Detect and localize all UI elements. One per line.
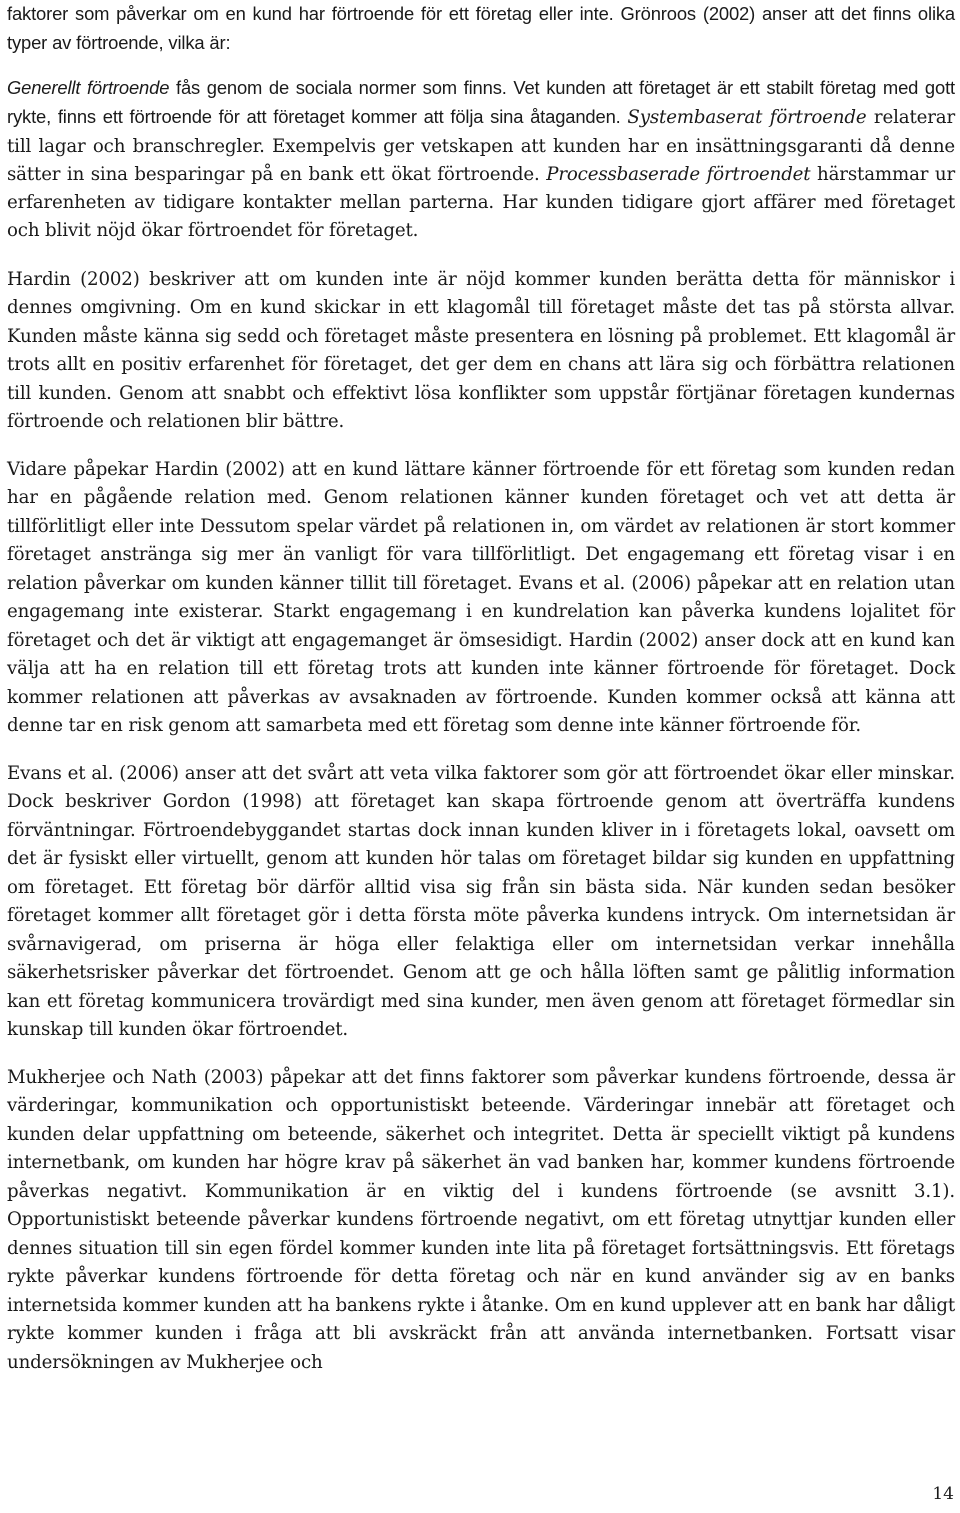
paragraph-intro <box>7 0 955 57</box>
paragraph-text: Hardin (2002) beskriver att om kunden inte är nöjd kommer kunden berätta detta för människor i dennes omgivning. Om en kund skickar in ett klagomål till företaget måste det tas på största allvar. Kunden måste känna sig sedd och företaget måste presentera en lösning på problemet. Ett klagomål är trots allt en positiv erfarenhet för företaget, det ger dem en chans att lära sig och förbättra relationen till kunden. Genom att snabbt och effektivt lösa konflikter som uppstår förtjänar företagen kundernas förtroende och relationen blir bättre. <box>7 268 955 433</box>
paragraph-text: faktorer som påverkar om en kund har förtroende för ett företag eller inte. Grönroos (2002) anser att det finns olika typer av förtroende, vilka är: <box>7 3 955 53</box>
paragraph-evans-trust <box>7 760 955 1045</box>
paragraph-hardin-complaints <box>7 266 955 437</box>
paragraph-hardin-relation <box>7 456 955 741</box>
term-processbaserade-fortroendet: Processbaserade förtroendet <box>546 163 811 185</box>
paragraph-text: Evans et al. (2006) anser att det svårt att veta vilka faktorer som gör att förtroendet ökar eller minskar. Dock beskriver Gordon (1998) att företaget kan skapa förtroende genom att överträffa kundens förväntningar. Förtroendebyggandet startas dock innan kunden kliver in i företagets lokal, oavsett om det är fysiskt eller virtuellt, genom att kunden hör talas om företaget bildar sig kunden en uppfattning om företaget. Ett företag bör därför alltid visa sig från sin bästa sida. När kunden sedan besöker företaget kommer allt företaget gör i detta första möte påverka kundens intryck. Om internetsidan är svårnavigerad, om priserna är höga eller felaktiga eller om internetsidan verkar innehålla säkerhetsrisker påverkar det förtroendet. Genom att ge och hålla löften samt ge pålitlig information kan ett företag kommunicera trovärdigt med sina kunder, men även genom att företaget förmedlar sin kunskap till kunden ökar förtroendet. <box>7 762 955 1041</box>
paragraph-mukherjee-nath <box>7 1064 955 1378</box>
document-page <box>7 0 955 1377</box>
paragraph-text: härstammar ur erfarenheten av tidigare kontakter mellan parterna. Har kunden tidigare gjort affärer med företaget och blivit nöjd ökar förtroendet för företaget. <box>7 163 955 242</box>
page-number: 14 <box>932 1484 954 1504</box>
paragraph-gap <box>7 437 955 456</box>
paragraph-text: Vidare påpekar Hardin (2002) att en kund lättare känner förtroende för ett företag som kunden redan har en pågående relation med. Genom relationen känner kunden företaget och vet att detta är tillförlitligt eller inte Dessutom spelar värdet på relationen in, om värdet av relationen är stort kommer företaget anstränga sig mer än vanligt för vara tillförlitligt. Det engagemang ett företag visar i en relation påverkar om kunden känner tillit till företaget. Evans et al. (2006) påpekar att en relation utan engagemang inte existerar. Starkt engagemang i en kundrelation kan påverka kundens lojalitet för företaget och det är viktigt att engagemanget är ömsesidigt. Hardin (2002) anser dock att en kund kan välja att ha en relation till ett företag trots att kunden inte känner förtroende för företaget. Dock kommer relationen att påverkas av avsaknaden av förtroende. Kunden kommer också att känna att denne tar en risk genom att samarbeta med ett företag som denne inte känner förtroende för. <box>7 458 955 737</box>
paragraph-text: fås genom de sociala normer som finns. Vet kunden att företaget är ett stabilt företag med gott rykte, finns ett förtroende för att företaget kommer att följa sina åtaganden. <box>7 77 955 128</box>
term-systembaserat-fortroende: Systembaserat förtroende <box>627 107 867 129</box>
paragraph-gap <box>7 741 955 760</box>
paragraph-gap <box>7 57 955 74</box>
paragraph-gap <box>7 246 955 266</box>
paragraph-text: relaterar till lagar och branschregler. Exempelvis ger vetskapen att kunden har en insättningsgaranti då denne sätter in sina besparingar på en bank ett ökat förtroende. <box>7 107 956 185</box>
paragraph-trust-types <box>7 74 955 246</box>
paragraph-text: Mukherjee och Nath (2003) påpekar att det finns faktorer som påverkar kundens förtroende, dessa är värderingar, kommunikation och opportunistiskt beteende. Värderingar innebär att företaget och kunden delar uppfattning om beteende, säkerhet och integritet. Detta är speciellt viktigt på kundens internetbank, om kunden har högre krav på säkerhet än vad banken har, kommer kundens förtroende påverkas negativt. Kommunikation är en viktig del i kundens förtroende (se avsnitt 3.1). Opportunistiskt beteende påverkar kundens förtroende negativt, om ett företag utnyttjar kunden eller dennes situation till sin egen fördel kommer kunden inte lita på företaget fortsättningsvis. Ett företags rykte påverkar kundens förtroende för detta företag och när en kund använder sig av en banks internetsida kommer kunden att ha bankens rykte i åtanke. Om en kund upplever att en bank har dåligt rykte kommer kunden i fråga att bli avskräckt från att använda internetbanken. Fortsatt visar undersökningen av Mukherjee och <box>7 1066 955 1373</box>
paragraph-gap <box>7 1045 955 1064</box>
term-generellt-fortroende: Generellt förtroende <box>7 77 170 98</box>
